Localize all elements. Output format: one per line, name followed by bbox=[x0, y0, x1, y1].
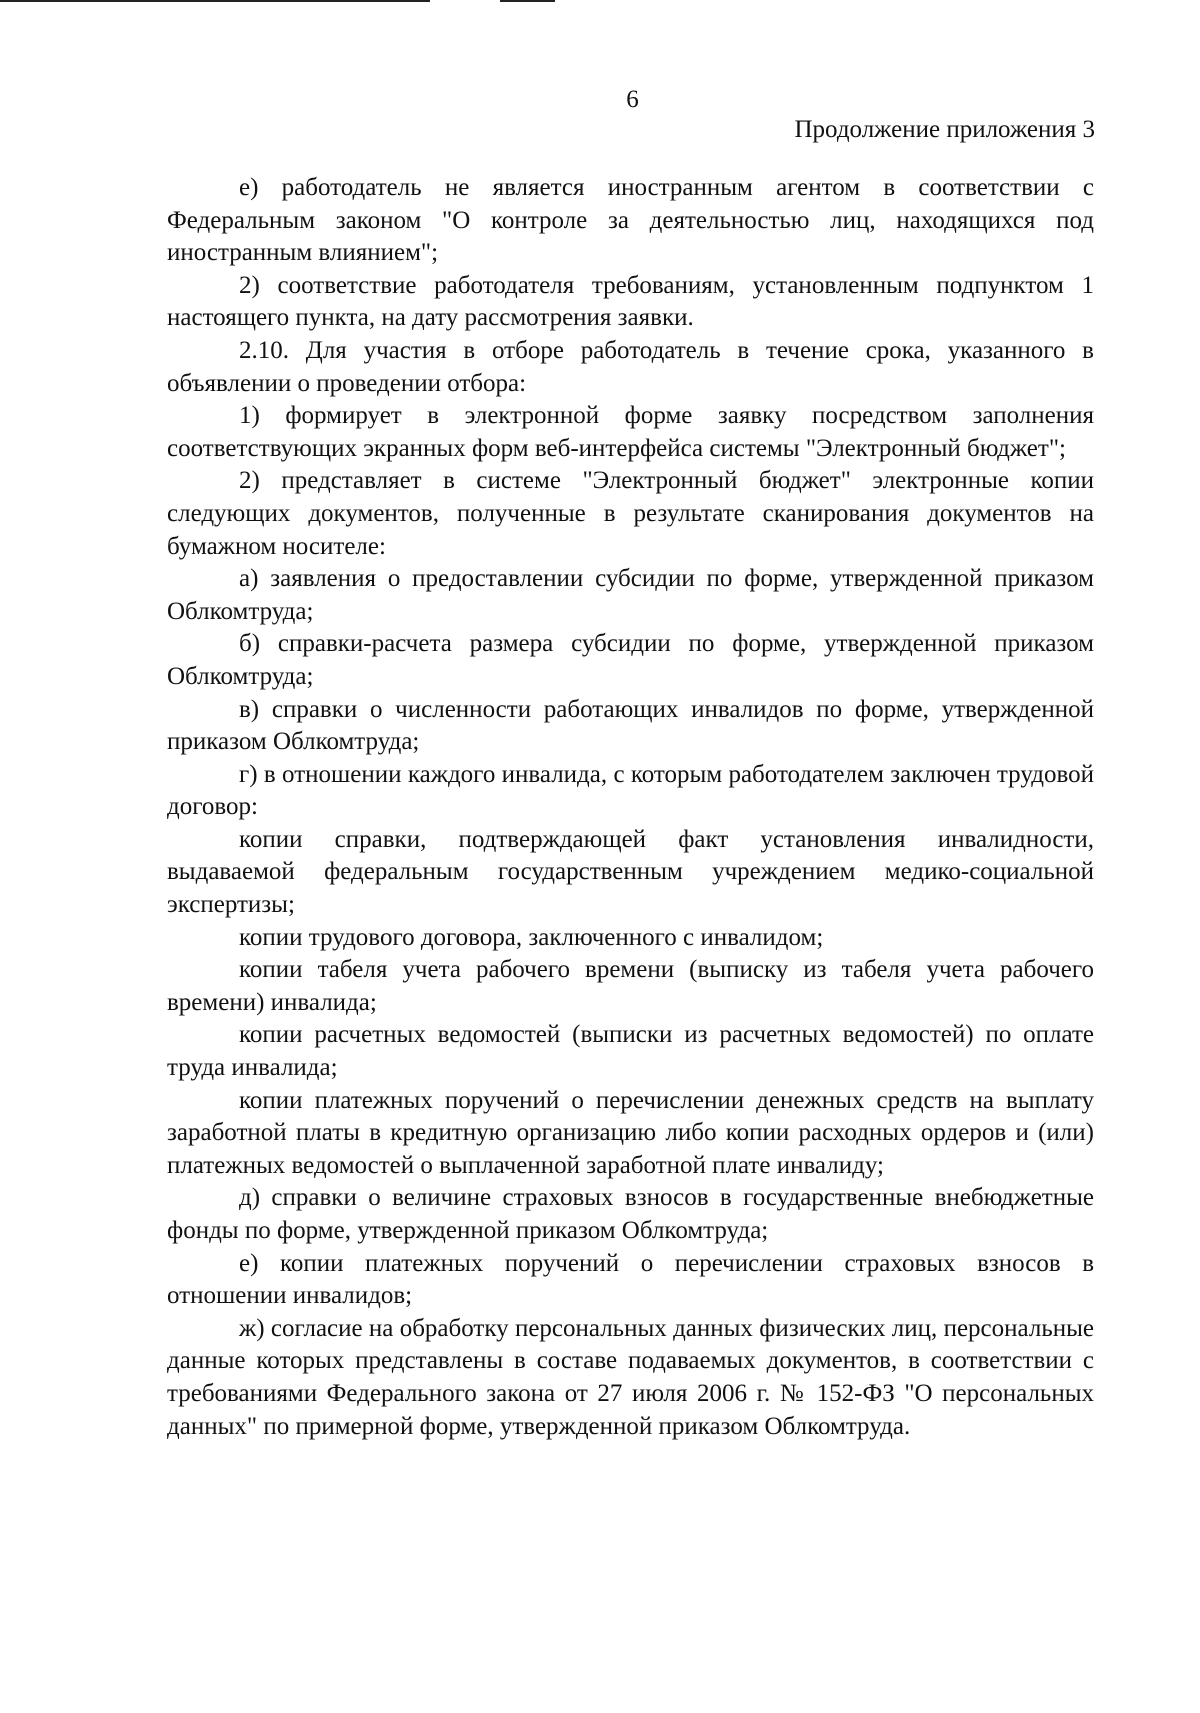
paragraph: ж) согласие на обработку персональных данных физических лиц, персональные данные которых представлены в составе подаваемых документов, в соответствии с требованиями Федерального закона от 27 июля 2006 г. № 152-ФЗ "О персональных данных" по примерной форме, утвержденной приказом Облкомтруда. bbox=[167, 1314, 1094, 1440]
paragraph: 2) соответствие работодателя требованиям, установленным подпунктом 1 настоящего пункта, на дату рассмотрения заявки. bbox=[167, 271, 1094, 332]
document-body bbox=[167, 172, 1094, 1443]
paragraph: 1) формирует в электронной форме заявку посредством заполнения соответствующих экранных форм веб-интерфейса системы "Электронный бюджет"; bbox=[167, 402, 1094, 462]
page-number: 6 bbox=[626, 86, 639, 113]
appendix-continuation-label: Продолжение приложения 3 bbox=[794, 116, 1095, 143]
paragraph: е) копии платежных поручений о перечислении страховых взносов в отношении инвалидов; bbox=[167, 1249, 1094, 1310]
paragraph: 2) представляет в системе "Электронный бюджет" электронные копии следующих документов, полученные в результате сканирования документов на бумажном носителе: bbox=[167, 467, 1094, 560]
paragraph: 2.10. Для участия в отборе работодатель в течение срока, указанного в объявлении о проведении отбора: bbox=[167, 336, 1094, 397]
paragraph: копии справки, подтверждающей факт установления инвалидности, выдаваемой федеральным государственным учреждением медико-социальной экспертизы; bbox=[167, 825, 1094, 919]
scan-edge-line bbox=[500, 0, 555, 2]
paragraph: копии табеля учета рабочего времени (выписку из табеля учета рабочего времени) инвалида; bbox=[167, 956, 1094, 1016]
paragraph: в) справки о численности работающих инвалидов по форме, утвержденной приказом Облкомтруда; bbox=[167, 695, 1094, 756]
paragraph: г) в отношении каждого инвалида, с которым работодателем заключен трудовой договор: bbox=[167, 760, 1094, 821]
paragraph: копии платежных поручений о перечислении денежных средств на выплату заработной платы в кредитную организацию либо копии расходных ордеров и (или) платежных ведомостей о выплаченной заработной плате инвалиду; bbox=[167, 1086, 1094, 1179]
paragraph: копии трудового договора, заключенного с инвалидом; bbox=[239, 923, 824, 951]
paragraph: д) справки о величине страховых взносов в государственные внебюджетные фонды по форме, утвержденной приказом Облкомтруда; bbox=[167, 1184, 1094, 1244]
paragraph: а) заявления о предоставлении субсидии по форме, утвержденной приказом Облкомтруда; bbox=[167, 565, 1094, 625]
scan-edge-line bbox=[0, 0, 430, 2]
paragraph: копии расчетных ведомостей (выписки из расчетных ведомостей) по оплате труда инвалида; bbox=[167, 1021, 1094, 1082]
paragraph: е) работодатель не является иностранным агентом в соответствии с Федеральным законом "О контроле за деятельностью лиц, находящихся под иностранным влиянием"; bbox=[167, 174, 1094, 267]
paragraph: б) справки-расчета размера субсидии по форме, утвержденной приказом Облкомтруда; bbox=[167, 630, 1094, 690]
